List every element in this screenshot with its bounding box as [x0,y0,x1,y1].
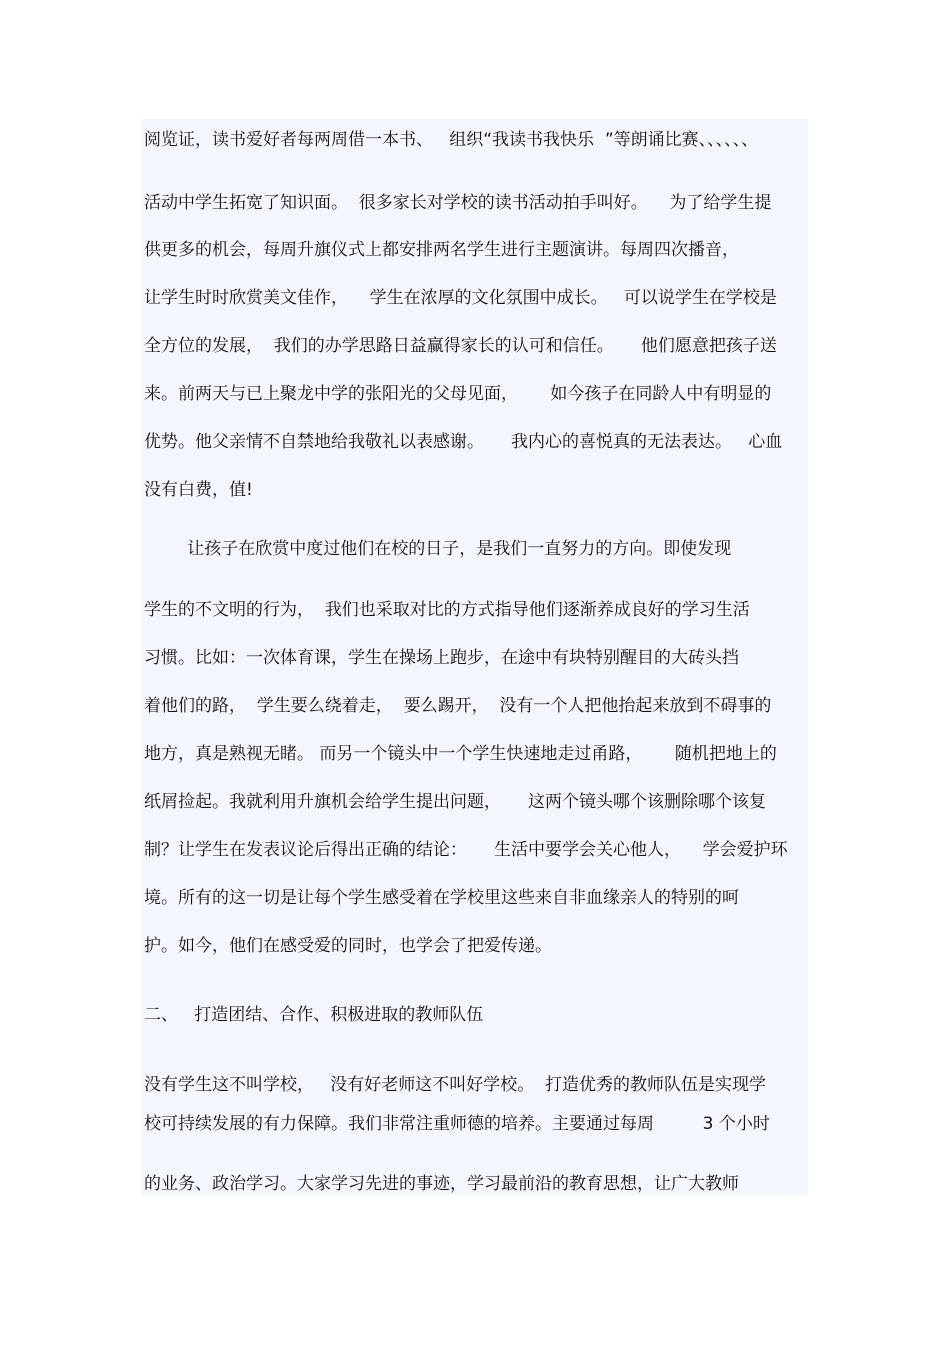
text-line: 没有学生这不叫学校， 没有好老师这不叫好学校。 打造优秀的教师队伍是实现学 [144,1075,767,1095]
text-line: 全方位的发展， 我们的办学思路日益赢得家长的认可和信任。 他们愿意把孩子送 [144,336,777,356]
text-line: 让学生时时欣赏美文佳作， 学生在浓厚的文化氛围中成长。 可以说学生在学校是 [144,288,777,308]
text-line: 校可持续发展的有力保障。我们非常注重师德的培养。主要通过每周 3 个小时 [144,1114,770,1134]
text-line: 境。所有的这一切是让每个学生感受着在学校里这些来自非血缘亲人的特别的呵 [144,888,739,908]
text-line: 供更多的机会，每周升旗仪式上都安排两名学生进行主题演讲。每周四次播音， [144,240,739,260]
text-line: 着他们的路， 学生要么绕着走， 要么踢开， 没有一个人把他抬起来放到不碍事的 [144,696,772,716]
text-line: 地方，真是熟视无睹。 而另一个镜头中一个学生快速地走过甬路， 随机把地上的 [144,744,777,764]
section-heading: 二、 打造团结、合作、积极进取的教师队伍 [144,1005,484,1025]
text-line: 护。如今，他们在感受爱的同时，也学会了把爱传递。 [144,936,552,956]
text-line: 活动中学生拓宽了知识面。 很多家长对学校的读书活动拍手叫好。 为了给学生提 [144,193,772,213]
text-line: 没有白费，值! [144,480,253,500]
text-line: 阅览证，读书爱好者每两周借一本书、 组织“我读书我快乐 ”等朗诵比赛、、、、、、 [144,130,759,150]
text-line: 制？让学生在发表议论后得出正确的结论： 生活中要学会关心他人， 学会爱护环 [144,840,788,860]
text-line: 优势。他父亲情不自禁地给我敬礼以表感谢。 我内心的喜悦真的无法表达。 心血 [144,432,783,452]
text-line: 来。前两天与已上聚龙中学的张阳光的父母见面， 如今孩子在同龄人中有明显的 [144,384,772,404]
text-line: 的业务、政治学习。大家学习先进的事迹，学习最前沿的教育思想，让广大教师 [144,1174,739,1194]
document-text-column [141,119,808,1195]
text-line: 学生的不文明的行为， 我们也采取对比的方式指导他们逐渐养成良好的学习生活 [144,600,750,620]
text-line: 纸屑捡起。我就利用升旗机会给学生提出问题， 这两个镜头哪个该删除哪个该复 [144,792,767,812]
text-line: 让孩子在欣赏中度过他们在校的日子，是我们一直努力的方向。即使发现 [144,539,732,559]
text-line: 习惯。比如：一次体育课，学生在操场上跑步，在途中有块特别醒目的大砖头挡 [144,648,739,668]
